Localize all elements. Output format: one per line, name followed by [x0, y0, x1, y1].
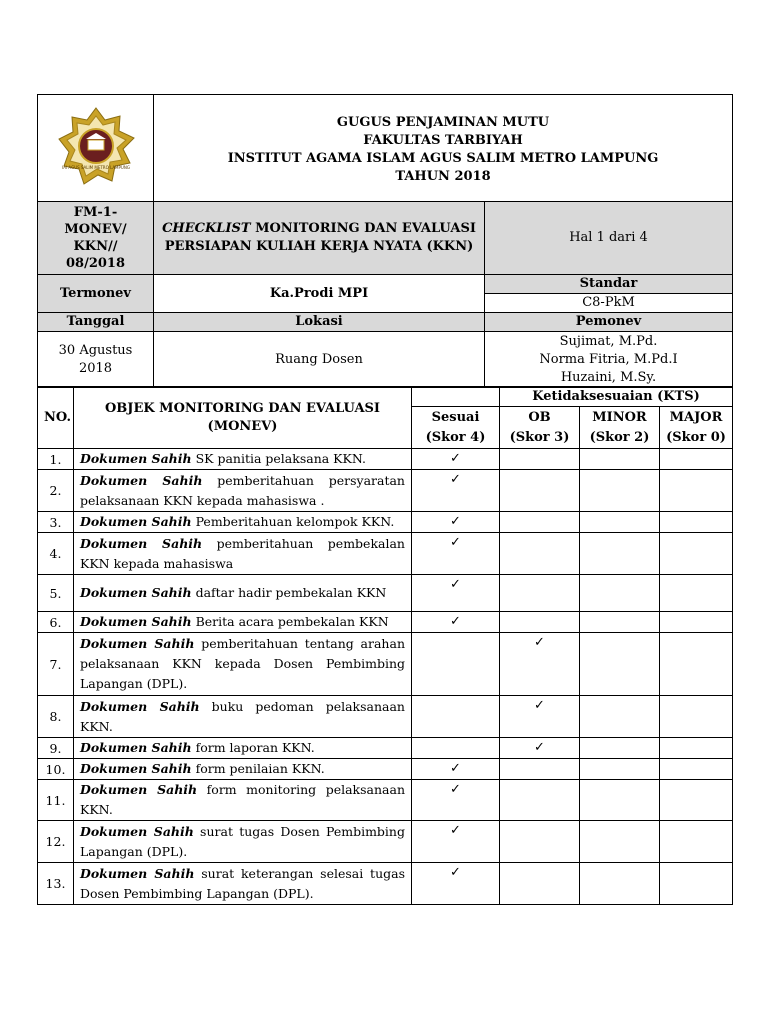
institution-logo	[56, 106, 136, 186]
row-objek	[74, 449, 412, 470]
cell-minor	[580, 863, 660, 905]
row-objek-bold: Dokumen Sahih	[80, 698, 200, 714]
cell-ob	[500, 612, 580, 633]
check-mark-icon: ✓	[450, 761, 461, 776]
form-title-rest: MONITORING DAN EVALUASI	[250, 221, 476, 236]
blank-header-cell	[412, 387, 500, 407]
col-objek-header: OBJEK MONITORING DAN EVALUASI (MONEV)	[74, 387, 412, 449]
monev-rows	[38, 449, 733, 905]
row-objek-bold: Dokumen Sahih	[80, 451, 192, 466]
cell-major	[660, 863, 733, 905]
cell-ob	[500, 575, 580, 612]
logo-cell	[38, 95, 154, 202]
termonev-value: Ka.Prodi MPI	[154, 275, 485, 313]
row-number: 9.	[38, 738, 74, 759]
cell-major	[660, 759, 733, 780]
check-mark-icon: ✓	[450, 535, 461, 550]
row-objek-bold: Dokumen Sahih	[80, 585, 192, 600]
cell-sesuai	[412, 575, 500, 612]
row-objek-text: form penilaian KKN.	[191, 761, 325, 776]
row-number: 8.	[38, 696, 74, 738]
form-code: FM-1- MONEV/ KKN// 08/2018	[38, 202, 154, 275]
row-objek-text: pemberitahuan pembekalan KKN kepada mahasiswa	[80, 535, 405, 571]
institution-header	[154, 95, 733, 202]
row-number: 2.	[38, 470, 74, 512]
page-indicator: Hal 1 dari 4	[485, 202, 733, 275]
cell-minor	[580, 449, 660, 470]
row-objek-bold: Dokumen Sahih	[80, 472, 203, 488]
cell-ob	[500, 759, 580, 780]
row-objek-text: form monitoring pelaksanaan KKN.	[80, 782, 405, 817]
row-number: 6.	[38, 612, 74, 633]
row-objek-text: Berita acara pembekalan KKN	[191, 614, 389, 629]
logo-lettering: IAI AGUS SALIM METRO LAMPUNG	[61, 165, 130, 170]
check-mark-icon: ✓	[450, 514, 461, 529]
row-objek-text: Pemberitahuan kelompok KKN.	[191, 514, 395, 529]
cell-major	[660, 449, 733, 470]
row-objek	[74, 738, 412, 759]
table-row	[38, 759, 733, 780]
row-objek-bold: Dokumen Sahih	[80, 740, 192, 755]
col-major-header: MAJOR (Skor 0)	[660, 407, 733, 449]
row-objek	[74, 633, 412, 696]
lokasi-value: Ruang Dosen	[154, 332, 485, 388]
form-title-line2: PERSIAPAN KULIAH KERJA NYATA (KKN)	[164, 239, 474, 254]
cell-minor	[580, 759, 660, 780]
cell-sesuai	[412, 780, 500, 821]
cell-major	[660, 780, 733, 821]
cell-major	[660, 738, 733, 759]
check-mark-icon: ✓	[450, 782, 461, 797]
tanggal-label: Tanggal	[38, 313, 154, 332]
table-row	[38, 633, 733, 696]
row-objek-text: pemberitahuan tentang arahan pelaksanaan KKN kepada Dosen Pembimbing Lapangan (DPL).	[80, 636, 405, 691]
cell-minor	[580, 696, 660, 738]
cell-sesuai	[412, 633, 500, 696]
row-objek	[74, 533, 412, 575]
row-objek-text: buku pedoman pelaksanaan KKN.	[80, 698, 405, 734]
row-number: 10.	[38, 759, 74, 780]
cell-major	[660, 533, 733, 575]
check-mark-icon: ✓	[450, 451, 461, 466]
cell-ob	[500, 512, 580, 533]
row-objek-text: pemberitahuan persyaratan pelaksanaan KKN kepada mahasiswa .	[80, 472, 405, 508]
cell-sesuai	[412, 759, 500, 780]
cell-sesuai	[412, 738, 500, 759]
info-table	[37, 274, 733, 388]
table-row	[38, 512, 733, 533]
check-mark-icon: ✓	[450, 865, 461, 880]
table-row	[38, 738, 733, 759]
row-number: 5.	[38, 575, 74, 612]
table-row	[38, 863, 733, 905]
cell-ob	[500, 533, 580, 575]
row-number: 1.	[38, 449, 74, 470]
header-line1: GUGUS PENJAMINAN MUTU	[336, 115, 550, 130]
table-row	[38, 533, 733, 575]
cell-minor	[580, 470, 660, 512]
row-objek-text: surat tugas Dosen Pembimbing Lapangan (DPL).	[80, 823, 405, 859]
row-number: 11.	[38, 780, 74, 821]
row-objek	[74, 470, 412, 512]
cell-ob	[500, 821, 580, 863]
check-mark-icon: ✓	[450, 823, 461, 838]
cell-ob	[500, 738, 580, 759]
row-number: 13.	[38, 863, 74, 905]
table-row	[38, 696, 733, 738]
row-objek	[74, 512, 412, 533]
cell-major	[660, 470, 733, 512]
col-sesuai-header: Sesuai (Skor 4)	[412, 407, 500, 449]
table-row	[38, 575, 733, 612]
cell-minor	[580, 512, 660, 533]
row-objek-bold: Dokumen Sahih	[80, 614, 192, 629]
row-objek-bold: Dokumen Sahih	[80, 761, 192, 776]
row-objek	[74, 696, 412, 738]
header-line2: FAKULTAS TARBIYAH	[363, 133, 523, 148]
row-objek-bold: Dokumen Sahih	[80, 782, 198, 797]
row-objek-text: daftar hadir pembekalan KKN	[191, 585, 387, 600]
row-objek	[74, 863, 412, 905]
cell-minor	[580, 633, 660, 696]
table-row	[38, 470, 733, 512]
tanggal-value: 30 Agustus 2018	[38, 332, 154, 388]
cell-major	[660, 696, 733, 738]
monev-table	[37, 386, 733, 905]
cell-sesuai	[412, 512, 500, 533]
pemonev-label: Pemonev	[485, 313, 733, 332]
cell-major	[660, 821, 733, 863]
table-row	[38, 612, 733, 633]
col-minor-header: MINOR (Skor 2)	[580, 407, 660, 449]
table-row	[38, 821, 733, 863]
row-objek-text: surat keterangan selesai tugas Dosen Pembimbing Lapangan (DPL).	[80, 865, 405, 901]
row-objek-bold: Dokumen Sahih	[80, 535, 203, 551]
row-objek-bold: Dokumen Sahih	[80, 636, 195, 651]
cell-sesuai	[412, 533, 500, 575]
col-kts-header: Ketidaksesuaian (KTS)	[500, 387, 733, 407]
cell-sesuai	[412, 863, 500, 905]
form-title	[154, 202, 485, 275]
cell-sesuai	[412, 470, 500, 512]
check-mark-icon: ✓	[534, 698, 545, 713]
standar-label: Standar	[485, 275, 733, 294]
row-objek	[74, 780, 412, 821]
cell-ob	[500, 863, 580, 905]
cell-sesuai	[412, 612, 500, 633]
table-row	[38, 780, 733, 821]
row-objek	[74, 821, 412, 863]
cell-minor	[580, 738, 660, 759]
row-number: 7.	[38, 633, 74, 696]
row-number: 3.	[38, 512, 74, 533]
check-mark-icon: ✓	[534, 740, 545, 755]
header-line3: INSTITUT AGAMA ISLAM AGUS SALIM METRO LAMPUNG	[227, 151, 659, 166]
cell-major	[660, 612, 733, 633]
check-mark-icon: ✓	[534, 635, 545, 650]
check-mark-icon: ✓	[450, 614, 461, 629]
cell-minor	[580, 575, 660, 612]
cell-ob	[500, 696, 580, 738]
check-mark-icon: ✓	[450, 472, 461, 487]
row-objek-text: form laporan KKN.	[191, 740, 315, 755]
cell-sesuai	[412, 449, 500, 470]
cell-minor	[580, 612, 660, 633]
row-objek-bold: Dokumen Sahih	[80, 865, 195, 881]
form-title-italic: CHECKLIST	[162, 221, 251, 236]
cell-minor	[580, 821, 660, 863]
cell-ob	[500, 780, 580, 821]
check-mark-icon: ✓	[450, 577, 461, 592]
cell-sesuai	[412, 821, 500, 863]
cell-major	[660, 633, 733, 696]
row-objek-bold: Dokumen Sahih	[80, 514, 192, 529]
col-ob-header: OB (Skor 3)	[500, 407, 580, 449]
standar-value: C8-PkM	[485, 294, 733, 313]
lokasi-label: Lokasi	[154, 313, 485, 332]
row-objek	[74, 759, 412, 780]
cell-minor	[580, 780, 660, 821]
row-objek	[74, 575, 412, 612]
row-number: 12.	[38, 821, 74, 863]
row-objek-bold: Dokumen Sahih	[80, 823, 194, 839]
header-line4: TAHUN 2018	[395, 169, 491, 184]
row-objek-text: SK panitia pelaksana KKN.	[191, 451, 366, 466]
cell-sesuai	[412, 696, 500, 738]
header-table	[37, 94, 733, 275]
termonev-label: Termonev	[38, 275, 154, 313]
row-objek	[74, 612, 412, 633]
pemonev-value: Sujimat, M.Pd. Norma Fitria, M.Pd.I Huzaini, M.Sy.	[485, 332, 733, 388]
cell-major	[660, 575, 733, 612]
cell-ob	[500, 633, 580, 696]
cell-ob	[500, 449, 580, 470]
cell-ob	[500, 470, 580, 512]
row-number: 4.	[38, 533, 74, 575]
cell-minor	[580, 533, 660, 575]
cell-major	[660, 512, 733, 533]
col-no-header: NO.	[38, 387, 74, 449]
table-row	[38, 449, 733, 470]
